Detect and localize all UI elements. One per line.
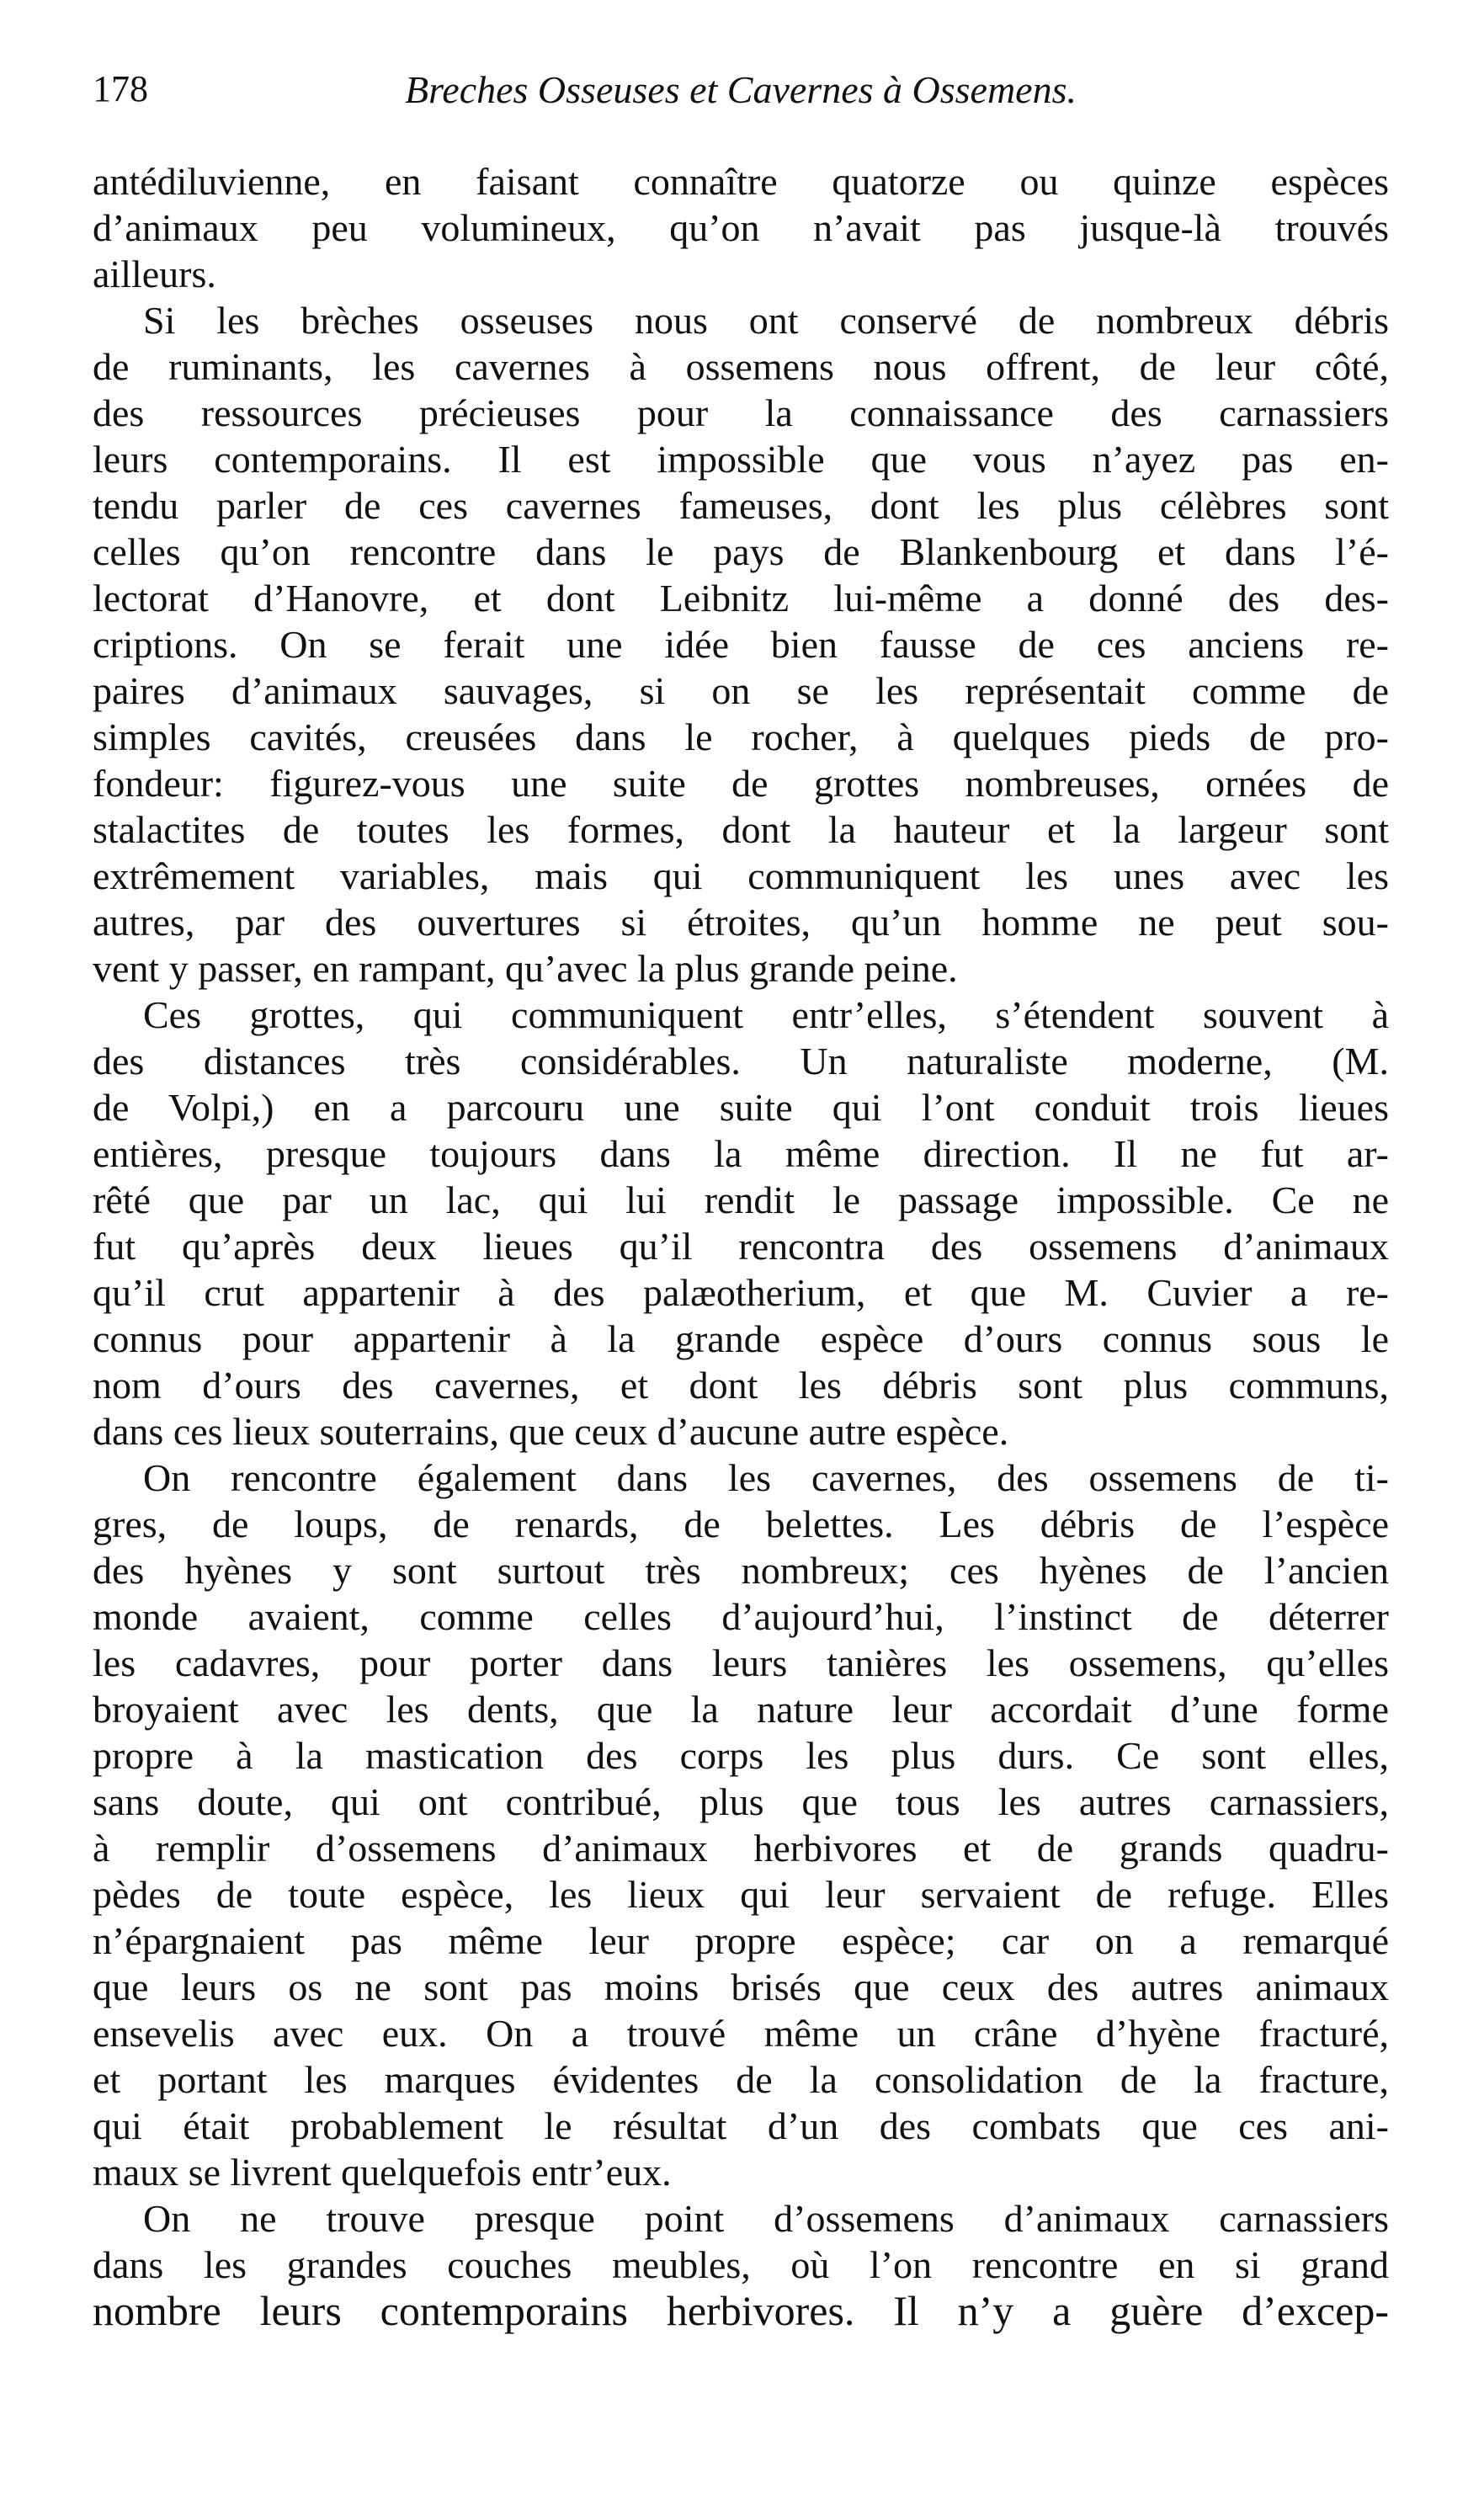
text-line: d’animaux peu volumineux, qu’on n’avait pas jusque-là trouvés [93,206,1389,249]
text-line: gres, de loups, de renards, de belettes. Les débris de l’espèce [93,1503,1389,1545]
text-line: celles qu’on rencontre dans le pays de Blankenbourg et dans l’é- [93,530,1389,573]
text-line: fondeur: figurez-vous une suite de grottes nombreuses, ornées de [93,762,1389,805]
text-line: de Volpi,) en a parcouru une suite qui l’ont conduit trois lieues [93,1086,1389,1129]
text-line: et portant les marques évidentes de la consolidation de la fracture, [93,2058,1389,2101]
text-line: tendu parler de ces cavernes fameuses, dont les plus célèbres sont [93,484,1389,527]
text-line: qui était probablement le résultat d’un des combats que ces ani- [93,2104,1389,2147]
text-line: sans doute, qui ont contribué, plus que tous les autres carnassiers, [93,1780,1389,1823]
text-line: antédiluvienne, en faisant connaître quatorze ou quinze espèces [93,160,1389,203]
text-line: ensevelis avec eux. On a trouvé même un crâne d’hyène fracturé, [93,2012,1389,2055]
text-line: criptions. On se ferait une idée bien fausse de ces anciens re- [93,623,1389,666]
text-line: propre à la mastication des corps les plus durs. Ce sont elles, [93,1734,1389,1777]
text-line: entières, presque toujours dans la même direction. Il ne fut ar- [93,1132,1389,1175]
page-header [93,67,1389,135]
text-line: rêté que par un lac, qui lui rendit le passage impossible. Ce ne [93,1178,1389,1221]
text-line: des hyènes y sont surtout très nombreux; ces hyènes de l’ancien [93,1549,1389,1592]
text-line: de ruminants, les cavernes à ossemens nous offrent, de leur côté, [93,345,1389,388]
text-line: dans les grandes couches meubles, où l’on rencontre en si grand [93,2243,1389,2286]
text-line: monde avaient, comme celles d’aujourd’hui, l’instinct de déterrer [93,1595,1389,1638]
text-line: que leurs os ne sont pas moins brisés que ceux des autres animaux [93,1965,1389,2008]
text-line: pèdes de toute espèce, les lieux qui leur servaient de refuge. Elles [93,1873,1389,1916]
text-line: ailleurs. [93,253,216,295]
text-line: qu’il crut appartenir à des palæotherium, et que M. Cuvier a re- [93,1271,1389,1314]
text-line: lectorat d’Hanovre, et dont Leibnitz lui-même a donné des des- [93,577,1389,620]
text-line: maux se livrent quelquefois entr’eux. [93,2151,672,2194]
text-line: connus pour appartenir à la grande espèce d’ours connus sous le [93,1317,1389,1360]
text-line: stalactites de toutes les formes, dont la hauteur et la largeur sont [93,808,1389,851]
text-line: des distances très considérables. Un naturaliste moderne, (M. [93,1040,1389,1082]
text-line: On rencontre également dans les cavernes, des ossemens de ti- [143,1456,1389,1499]
running-title: Breches Osseuses et Cavernes à Ossemens. [404,68,1077,111]
text-line: nom d’ours des cavernes, et dont les débris sont plus communs, [93,1364,1389,1407]
body-text [93,158,1389,2334]
text-line: leurs contemporains. Il est impossible que vous n’ayez pas en- [93,438,1389,481]
text-line: vent y passer, en rampant, qu’avec la plus grande peine. [93,947,958,990]
text-line: n’épargnaient pas même leur propre espèce; car on a remarqué [93,1919,1389,1962]
text-line: à remplir d’ossemens d’animaux herbivores et de grands quadru- [93,1827,1389,1870]
text-line: simples cavités, creusées dans le rocher, à quelques pieds de pro- [93,715,1389,758]
text-line: autres, par des ouvertures si étroites, qu’un homme ne peut sou- [93,901,1389,944]
text-line: des ressources précieuses pour la connaissance des carnassiers [93,391,1389,434]
text-line: Ces grottes, qui communiquent entr’elles, s’étendent souvent à [143,993,1389,1036]
text-line: broyaient avec les dents, que la nature leur accordait d’une forme [93,1688,1389,1731]
text-line: extrêmement variables, mais qui communiquent les unes avec les [93,854,1389,897]
text-line: dans ces lieux souterrains, que ceux d’aucune autre espèce. [93,1410,1009,1453]
text-line: On ne trouve presque point d’ossemens d’animaux carnassiers [143,2197,1389,2240]
text-line: nombre leurs contemporains herbivores. Il n’y a guère d’excep- [93,2288,1389,2334]
text-line: Si les brèches osseuses nous ont conservé de nombreux débris [143,299,1389,342]
text-line: paires d’animaux sauvages, si on se les représentait comme de [93,669,1389,712]
text-line: les cadavres, pour porter dans leurs tanières les ossemens, qu’elles [93,1641,1389,1684]
text-line: fut qu’après deux lieues qu’il rencontra des ossemens d’animaux [93,1225,1389,1268]
page-number: 178 [93,68,148,109]
